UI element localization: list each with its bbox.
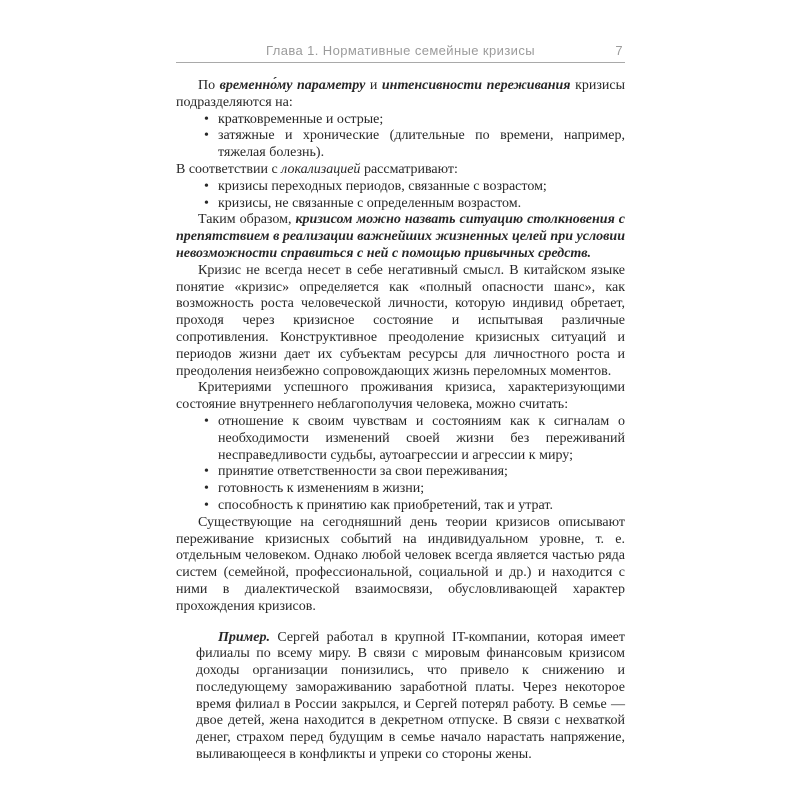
paragraph-localization bbox=[176, 162, 625, 179]
emphasized-definition: кризисом можно назвать ситуацию столкновения с препятствием в реализации важнейших жизненных целей при условии невозможности справиться с ней с помощью привычных средств. bbox=[176, 212, 625, 261]
example-paragraph bbox=[196, 630, 625, 764]
text-column bbox=[176, 44, 625, 764]
emphasized-term: интенсивности переживания bbox=[381, 78, 571, 93]
text-run: Таким образом, bbox=[198, 212, 296, 228]
emphasized-term: локализацией bbox=[281, 161, 361, 177]
page-number: 7 bbox=[615, 43, 623, 58]
example-label: Пример. bbox=[218, 629, 270, 645]
text-run: По bbox=[198, 78, 220, 93]
bullet-list-localization bbox=[204, 179, 625, 213]
text-run: рассматривают: bbox=[360, 161, 458, 177]
list-item: • способность к принятию как приобретений, так и утрат. bbox=[204, 498, 625, 515]
list-item: • затяжные и хронические (длительные по времени, например, тяжелая болезнь). bbox=[204, 128, 625, 162]
emphasized-term: временно́му параметру bbox=[219, 78, 366, 93]
text-run: кризисы подразделяются на: bbox=[176, 78, 625, 110]
list-item: • отношение к своим чувствам и состояниям как к сигналам о необходимости изменений своей жизни без переживаний несправедливости судьбы, аутоагрессии и агрессии к миру; bbox=[204, 414, 625, 464]
paragraph-classification-time bbox=[176, 78, 625, 112]
paragraph-theories: Существующие на сегодняшний день теории кризисов описывают переживание кризисных событий на индивидуальном уровне, т. е. отдельным человеком. Однако любой человек всегда является частью ряда систем (семейной, профессиональной, социальной и др.) и находится с ними в диалектической взаимосвязи, обусловливающей характер прохождения кризисов. bbox=[176, 514, 625, 614]
list-item: • принятие ответственности за свои переживания; bbox=[204, 464, 625, 481]
list-item: • кризисы переходных периодов, связанные с возрастом; bbox=[204, 179, 625, 196]
page-body bbox=[176, 78, 625, 764]
paragraph-crisis-meaning: Кризис не всегда несет в себе негативный смысл. В китайском языке понятие «кризис» определяется как «полный опасности шанс», как возможность роста человеческой личности, которую индивид обретает, проходя через кризисное состояние и испытывая различные сопротивления. Конструктивное преодоление кризисных ситуаций и периодов жизни дает их субъектам ресурсы для личностного роста и преодоления неизбежно сопровождающих жизнь переломных моментов. bbox=[176, 262, 625, 379]
text-run: и bbox=[365, 78, 382, 93]
list-item: • кратковременные и острые; bbox=[204, 112, 625, 129]
header-rule bbox=[176, 62, 625, 63]
running-head bbox=[176, 44, 625, 62]
paragraph-crisis-definition bbox=[176, 212, 625, 262]
list-item: • кризисы, не связанные с определенным возрастом. bbox=[204, 196, 625, 213]
bullet-list-duration bbox=[204, 112, 625, 162]
chapter-title: Глава 1. Нормативные семейные кризисы bbox=[266, 43, 535, 58]
example-text: Сергей работал в крупной IT-компании, которая имеет филиалы по всему миру. В связи с мировым финансовым кризисом доходы организации понизились, что привело к снижению и последующему замораживанию заработной платы. Через некоторое время филиал в России закрылся, и Сергей потерял работу. В семье — двое детей, жена находится в декретном отпуске. В связи с нехваткой денег, страхом перед будущим в семье начало нарастать напряжение, выливающееся в конфликты и упреки со стороны жены. bbox=[196, 629, 626, 763]
text-run: В соответствии с bbox=[176, 161, 282, 177]
example-block bbox=[196, 630, 625, 764]
paragraph-criteria-intro: Критериями успешного проживания кризиса, характеризующими состояние внутреннего неблагополучия человека, можно считать: bbox=[176, 380, 625, 413]
bullet-list-criteria bbox=[204, 414, 625, 515]
list-item: • готовность к изменениям в жизни; bbox=[204, 481, 625, 498]
